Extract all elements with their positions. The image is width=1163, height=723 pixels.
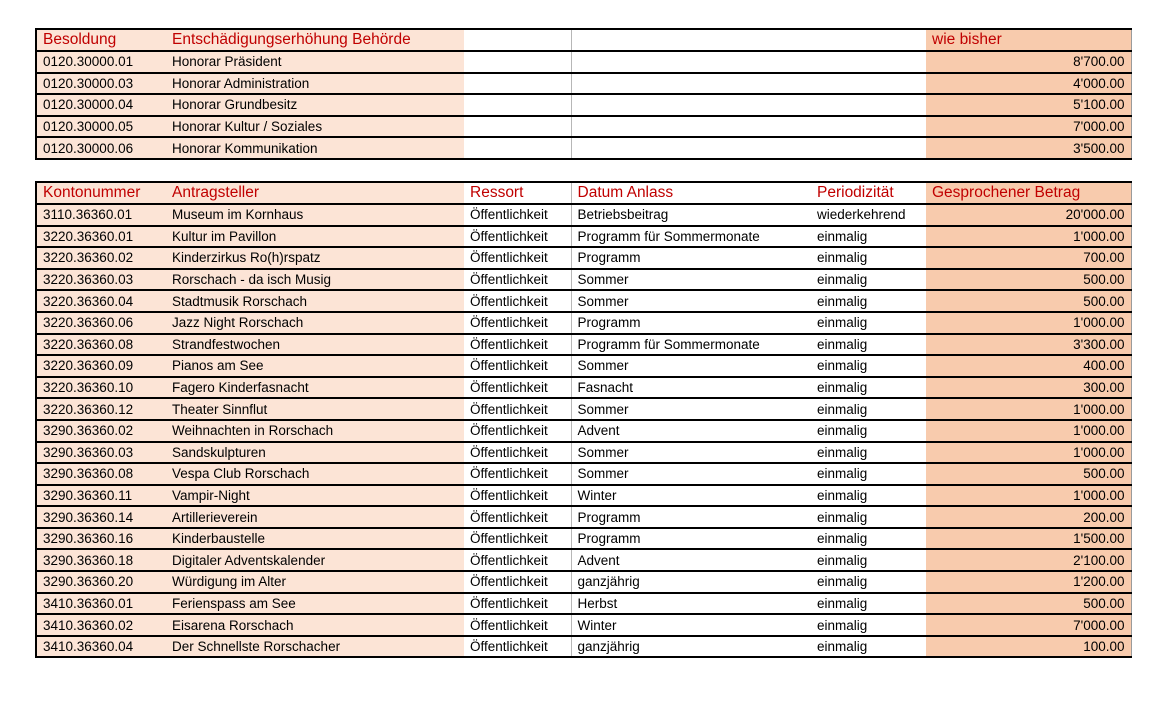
besoldung-table-row [36, 137, 1131, 159]
amount-cell[interactable]: 2'100.00 [926, 549, 1131, 571]
ressort-cell[interactable]: Öffentlichkeit [464, 571, 571, 593]
anlass-cell[interactable]: ganzjährig [571, 571, 811, 593]
applicant-cell[interactable]: Stadtmusik Rorschach [166, 290, 464, 312]
antraege-table-row [36, 334, 1131, 356]
applicant-cell[interactable]: Eisarena Rorschach [166, 614, 464, 636]
amount-cell[interactable]: 300.00 [926, 377, 1131, 399]
amount-cell[interactable]: 500.00 [926, 290, 1131, 312]
applicant-cell[interactable]: Rorschach - da isch Musig [166, 269, 464, 291]
periodicity-cell[interactable]: einmalig [811, 506, 926, 528]
anlass-cell[interactable]: Advent [571, 549, 811, 571]
column-header-entschaedigungserhoehung[interactable]: Entschädigungserhöhung Behörde [166, 29, 464, 51]
amount-cell[interactable]: 3'300.00 [926, 334, 1131, 356]
ressort-cell[interactable]: Öffentlichkeit [464, 549, 571, 571]
periodicity-cell[interactable]: einmalig [811, 398, 926, 420]
antraege-table-row [36, 485, 1131, 507]
antraege-table-row [36, 636, 1131, 658]
ressort-cell[interactable]: Öffentlichkeit [464, 636, 571, 658]
periodicity-cell[interactable]: einmalig [811, 463, 926, 485]
anlass-cell[interactable]: Betriebsbeitrag [571, 204, 811, 226]
amount-cell[interactable]: 8'700.00 [926, 51, 1131, 73]
applicant-cell[interactable]: Museum im Kornhaus [166, 204, 464, 226]
ressort-cell[interactable]: Öffentlichkeit [464, 463, 571, 485]
amount-cell[interactable]: 20'000.00 [926, 204, 1131, 226]
periodicity-cell[interactable]: einmalig [811, 571, 926, 593]
antraege-table-row [36, 355, 1131, 377]
antraege-table-row [36, 463, 1131, 485]
empty-cell[interactable] [571, 73, 926, 95]
account-cell[interactable]: 3220.36360.02 [36, 247, 166, 269]
label-cell[interactable]: Honorar Präsident [166, 51, 464, 73]
table-gap [35, 160, 1130, 181]
applicant-cell[interactable]: Theater Sinnflut [166, 398, 464, 420]
anlass-cell[interactable]: Programm [571, 506, 811, 528]
amount-cell[interactable]: 7'000.00 [926, 116, 1131, 138]
applicant-cell[interactable]: Pianos am See [166, 355, 464, 377]
applicant-cell[interactable]: Würdigung im Alter [166, 571, 464, 593]
applicant-cell[interactable]: Strandfestwochen [166, 334, 464, 356]
besoldung-table-row [36, 116, 1131, 138]
account-cell[interactable]: 3220.36360.03 [36, 269, 166, 291]
column-header-antragsteller[interactable]: Antragsteller [166, 182, 464, 204]
amount-cell[interactable]: 4'000.00 [926, 73, 1131, 95]
applicant-cell[interactable]: Ferienspass am See [166, 593, 464, 615]
ressort-cell[interactable]: Öffentlichkeit [464, 442, 571, 464]
anlass-cell[interactable]: Fasnacht [571, 377, 811, 399]
applicant-cell[interactable]: Weihnachten in Rorschach [166, 420, 464, 442]
anlass-cell[interactable]: Sommer [571, 355, 811, 377]
antraege-table-row [36, 549, 1131, 571]
antraege-table-row [36, 506, 1131, 528]
periodicity-cell[interactable]: einmalig [811, 420, 926, 442]
label-cell[interactable]: Honorar Grundbesitz [166, 94, 464, 116]
empty-cell[interactable] [464, 137, 571, 159]
periodicity-cell[interactable]: einmalig [811, 247, 926, 269]
account-cell[interactable]: 3290.36360.20 [36, 571, 166, 593]
ressort-cell[interactable]: Öffentlichkeit [464, 334, 571, 356]
anlass-cell[interactable]: Winter [571, 485, 811, 507]
periodicity-cell[interactable]: einmalig [811, 290, 926, 312]
ressort-cell[interactable]: Öffentlichkeit [464, 226, 571, 248]
anlass-cell[interactable]: Sommer [571, 442, 811, 464]
antraege-table-row [36, 269, 1131, 291]
account-cell[interactable]: 3220.36360.12 [36, 398, 166, 420]
amount-cell[interactable]: 500.00 [926, 269, 1131, 291]
column-header-datum-anlass[interactable]: Datum Anlass [571, 182, 811, 204]
ressort-cell[interactable]: Öffentlichkeit [464, 290, 571, 312]
anlass-cell[interactable]: Sommer [571, 269, 811, 291]
column-header-periodizitaet[interactable]: Periodizität [811, 182, 926, 204]
anlass-cell[interactable]: Herbst [571, 593, 811, 615]
account-cell[interactable]: 3290.36360.02 [36, 420, 166, 442]
amount-cell[interactable]: 1'200.00 [926, 571, 1131, 593]
antraege-table-row [36, 528, 1131, 550]
amount-cell[interactable]: 7'000.00 [926, 614, 1131, 636]
anlass-cell[interactable]: Sommer [571, 463, 811, 485]
applicant-cell[interactable]: Vampir-Night [166, 485, 464, 507]
account-cell[interactable]: 3220.36360.09 [36, 355, 166, 377]
amount-cell[interactable]: 1'500.00 [926, 528, 1131, 550]
antraege-table-row [36, 226, 1131, 248]
amount-cell[interactable]: 1'000.00 [926, 485, 1131, 507]
account-cell[interactable]: 3110.36360.01 [36, 204, 166, 226]
ressort-cell[interactable]: Öffentlichkeit [464, 312, 571, 334]
anlass-cell[interactable]: Programm [571, 528, 811, 550]
account-cell[interactable]: 3290.36360.03 [36, 442, 166, 464]
amount-cell[interactable]: 500.00 [926, 593, 1131, 615]
ressort-cell[interactable]: Öffentlichkeit [464, 528, 571, 550]
empty-cell[interactable] [571, 94, 926, 116]
ressort-cell[interactable]: Öffentlichkeit [464, 355, 571, 377]
periodicity-cell[interactable]: wiederkehrend [811, 204, 926, 226]
besoldung-table-row [36, 73, 1131, 95]
anlass-cell[interactable]: Winter [571, 614, 811, 636]
account-cell[interactable]: 3220.36360.08 [36, 334, 166, 356]
antraege-table-row [36, 420, 1131, 442]
account-cell[interactable]: 3290.36360.11 [36, 485, 166, 507]
account-cell[interactable]: 3290.36360.18 [36, 549, 166, 571]
empty-cell[interactable] [464, 73, 571, 95]
periodicity-cell[interactable]: einmalig [811, 614, 926, 636]
periodicity-cell[interactable]: einmalig [811, 312, 926, 334]
ressort-cell[interactable]: Öffentlichkeit [464, 593, 571, 615]
account-cell[interactable]: 3410.36360.02 [36, 614, 166, 636]
empty-cell[interactable] [464, 116, 571, 138]
empty-cell[interactable] [571, 137, 926, 159]
empty-cell[interactable] [571, 51, 926, 73]
account-cell[interactable]: 3290.36360.08 [36, 463, 166, 485]
account-cell[interactable]: 3220.36360.01 [36, 226, 166, 248]
amount-cell[interactable]: 700.00 [926, 247, 1131, 269]
account-cell[interactable]: 3290.36360.14 [36, 506, 166, 528]
periodicity-cell[interactable]: einmalig [811, 485, 926, 507]
column-header-gesprochener-betrag[interactable]: Gesprochener Betrag [926, 182, 1131, 204]
amount-cell[interactable]: 500.00 [926, 463, 1131, 485]
antraege-table-row [36, 398, 1131, 420]
anlass-cell[interactable]: Programm für Sommermonate [571, 226, 811, 248]
applicant-cell[interactable]: Fagero Kinderfasnacht [166, 377, 464, 399]
ressort-cell[interactable]: Öffentlichkeit [464, 269, 571, 291]
label-cell[interactable]: Honorar Kommunikation [166, 137, 464, 159]
column-header-kontonummer[interactable]: Kontonummer [36, 182, 166, 204]
account-cell[interactable]: 3220.36360.10 [36, 377, 166, 399]
amount-cell[interactable]: 1'000.00 [926, 398, 1131, 420]
ressort-cell[interactable]: Öffentlichkeit [464, 614, 571, 636]
amount-cell[interactable]: 3'500.00 [926, 137, 1131, 159]
account-cell[interactable]: 0120.30000.04 [36, 94, 166, 116]
antraege-table-row [36, 614, 1131, 636]
periodicity-cell[interactable]: einmalig [811, 377, 926, 399]
amount-cell[interactable]: 100.00 [926, 636, 1131, 658]
account-cell[interactable]: 3410.36360.01 [36, 593, 166, 615]
periodicity-cell[interactable]: einmalig [811, 269, 926, 291]
applicant-cell[interactable]: Kinderbaustelle [166, 528, 464, 550]
account-cell[interactable]: 0120.30000.06 [36, 137, 166, 159]
antraege-table-row [36, 290, 1131, 312]
applicant-cell[interactable]: Kinderzirkus Ro(h)rspatz [166, 247, 464, 269]
ressort-cell[interactable]: Öffentlichkeit [464, 247, 571, 269]
ressort-cell[interactable]: Öffentlichkeit [464, 377, 571, 399]
antraege-table-row [36, 204, 1131, 226]
anlass-cell[interactable]: Advent [571, 420, 811, 442]
ressort-cell[interactable]: Öffentlichkeit [464, 506, 571, 528]
applicant-cell[interactable]: Vespa Club Rorschach [166, 463, 464, 485]
antraege-table-row [36, 312, 1131, 334]
amount-cell[interactable]: 1'000.00 [926, 312, 1131, 334]
applicant-cell[interactable]: Kultur im Pavillon [166, 226, 464, 248]
anlass-cell[interactable]: ganzjährig [571, 636, 811, 658]
account-cell[interactable]: 0120.30000.03 [36, 73, 166, 95]
empty-cell[interactable] [571, 116, 926, 138]
column-header-besoldung[interactable]: Besoldung [36, 29, 166, 51]
anlass-cell[interactable]: Sommer [571, 290, 811, 312]
periodicity-cell[interactable]: einmalig [811, 528, 926, 550]
account-cell[interactable]: 3220.36360.04 [36, 290, 166, 312]
ressort-cell[interactable]: Öffentlichkeit [464, 204, 571, 226]
applicant-cell[interactable]: Sandskulpturen [166, 442, 464, 464]
empty-cell[interactable] [464, 51, 571, 73]
antraege-table-row [36, 442, 1131, 464]
periodicity-cell[interactable]: einmalig [811, 636, 926, 658]
label-cell[interactable]: Honorar Administration [166, 73, 464, 95]
empty-header-cell[interactable] [464, 29, 571, 51]
besoldung-header-row [36, 29, 1131, 51]
account-cell[interactable]: 3410.36360.04 [36, 636, 166, 658]
column-header-wie-bisher[interactable]: wie bisher [926, 29, 1131, 51]
periodicity-cell[interactable]: einmalig [811, 226, 926, 248]
amount-cell[interactable]: 5'100.00 [926, 94, 1131, 116]
account-cell[interactable]: 3290.36360.16 [36, 528, 166, 550]
periodicity-cell[interactable]: einmalig [811, 355, 926, 377]
antraege-table [35, 181, 1132, 658]
periodicity-cell[interactable]: einmalig [811, 593, 926, 615]
antraege-table-row [36, 571, 1131, 593]
periodicity-cell[interactable]: einmalig [811, 549, 926, 571]
applicant-cell[interactable]: Der Schnellste Rorschacher [166, 636, 464, 658]
anlass-cell[interactable]: Programm [571, 247, 811, 269]
ressort-cell[interactable]: Öffentlichkeit [464, 398, 571, 420]
amount-cell[interactable]: 1'000.00 [926, 226, 1131, 248]
antraege-header-row [36, 182, 1131, 204]
antraege-table-row [36, 247, 1131, 269]
account-cell[interactable]: 0120.30000.01 [36, 51, 166, 73]
account-cell[interactable]: 3220.36360.06 [36, 312, 166, 334]
applicant-cell[interactable]: Artillerieverein [166, 506, 464, 528]
account-cell[interactable]: 0120.30000.05 [36, 116, 166, 138]
label-cell[interactable]: Honorar Kultur / Soziales [166, 116, 464, 138]
empty-cell[interactable] [464, 94, 571, 116]
besoldung-table-row [36, 94, 1131, 116]
besoldung-table [35, 28, 1132, 160]
periodicity-cell[interactable]: einmalig [811, 442, 926, 464]
besoldung-table-row [36, 51, 1131, 73]
applicant-cell[interactable]: Digitaler Adventskalender [166, 549, 464, 571]
periodicity-cell[interactable]: einmalig [811, 334, 926, 356]
amount-cell[interactable]: 200.00 [926, 506, 1131, 528]
amount-cell[interactable]: 1'000.00 [926, 420, 1131, 442]
applicant-cell[interactable]: Jazz Night Rorschach [166, 312, 464, 334]
anlass-cell[interactable]: Programm [571, 312, 811, 334]
amount-cell[interactable]: 1'000.00 [926, 442, 1131, 464]
column-header-ressort[interactable]: Ressort [464, 182, 571, 204]
anlass-cell[interactable]: Programm für Sommermonate [571, 334, 811, 356]
ressort-cell[interactable]: Öffentlichkeit [464, 420, 571, 442]
anlass-cell[interactable]: Sommer [571, 398, 811, 420]
empty-header-cell[interactable] [571, 29, 926, 51]
antraege-table-row [36, 593, 1131, 615]
ressort-cell[interactable]: Öffentlichkeit [464, 485, 571, 507]
antraege-table-row [36, 377, 1131, 399]
amount-cell[interactable]: 400.00 [926, 355, 1131, 377]
